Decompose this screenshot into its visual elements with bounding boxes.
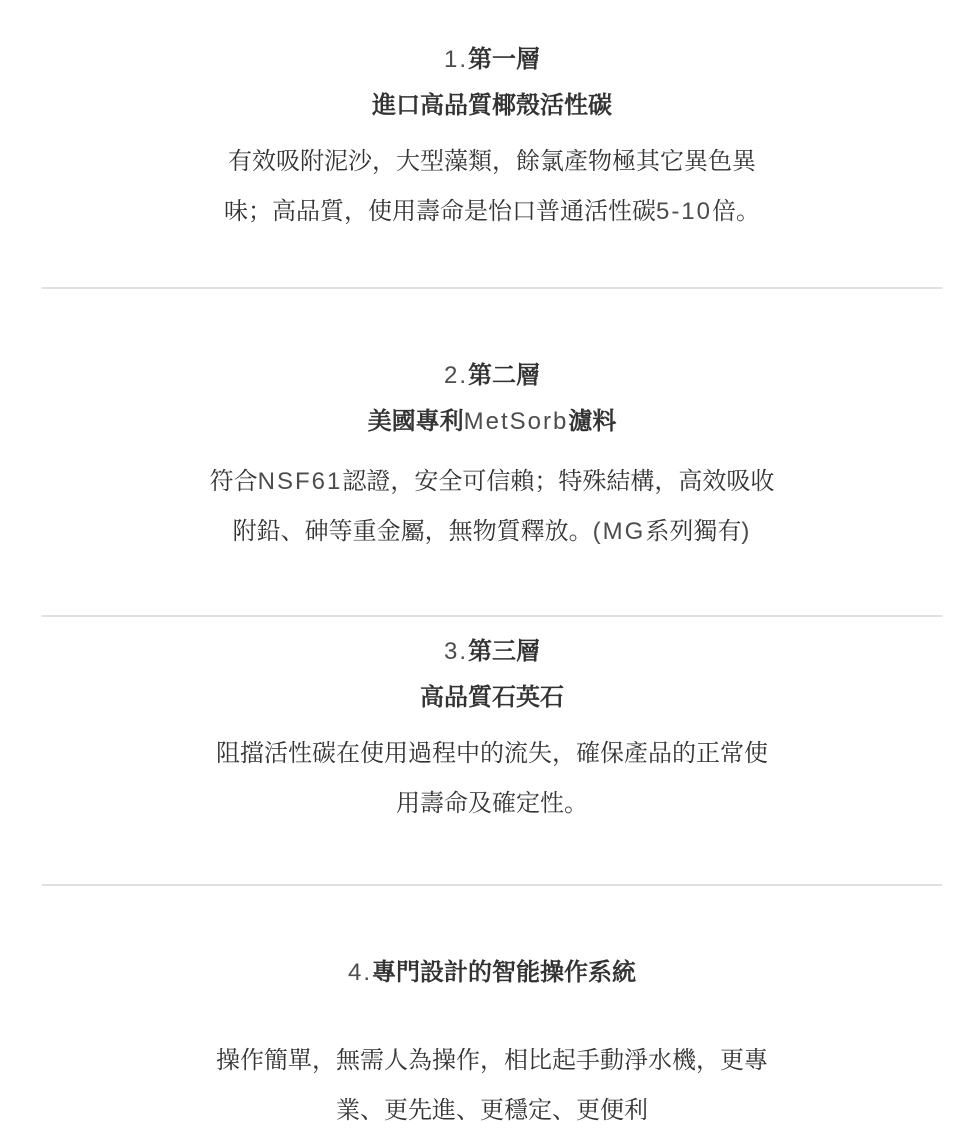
- section-subheading: 美國專利MetSorb濾料: [367, 408, 617, 435]
- section-heading: 2.第二層: [443, 362, 540, 389]
- body-line: 業、更先進、更穩定、更便利: [336, 1097, 648, 1124]
- section-subheading: 高品質石英石: [420, 684, 564, 711]
- section-body: [42, 457, 942, 557]
- section-heading: 1.第一層: [443, 46, 540, 73]
- body-line: 有效吸附泥沙，大型藻類，餘氯產物極其它異色異: [228, 148, 756, 175]
- section-body: [42, 1036, 942, 1136]
- description-content: [42, 0, 942, 1136]
- section-body: [42, 137, 942, 237]
- section-heading: 4.專門設計的智能操作系統: [347, 959, 636, 986]
- body-line: 操作簡單，無需人為操作，相比起手動淨水機，更專: [216, 1047, 768, 1074]
- section-subheading: 進口高品質椰殼活性碳: [372, 92, 612, 119]
- body-line: 附鉛、砷等重金屬，無物質釋放。(MG系列獨有): [232, 518, 752, 545]
- body-line: 阻擋活性碳在使用過程中的流失，確保產品的正常使: [216, 740, 768, 767]
- layer-section-3: [42, 617, 942, 884]
- section-body: [42, 729, 942, 829]
- body-line: 味；高品質，使用壽命是怡口普通活性碳5-10倍。: [223, 198, 761, 225]
- layer-section-2: [42, 289, 942, 615]
- layer-section-1: [42, 0, 942, 287]
- section-heading: 3.第三層: [443, 638, 540, 665]
- body-line: 符合NSF61認證，安全可信賴；特殊結構，高效吸收: [209, 468, 775, 495]
- layer-section-4: [42, 886, 942, 1136]
- body-line: 用壽命及確定性。: [396, 790, 588, 817]
